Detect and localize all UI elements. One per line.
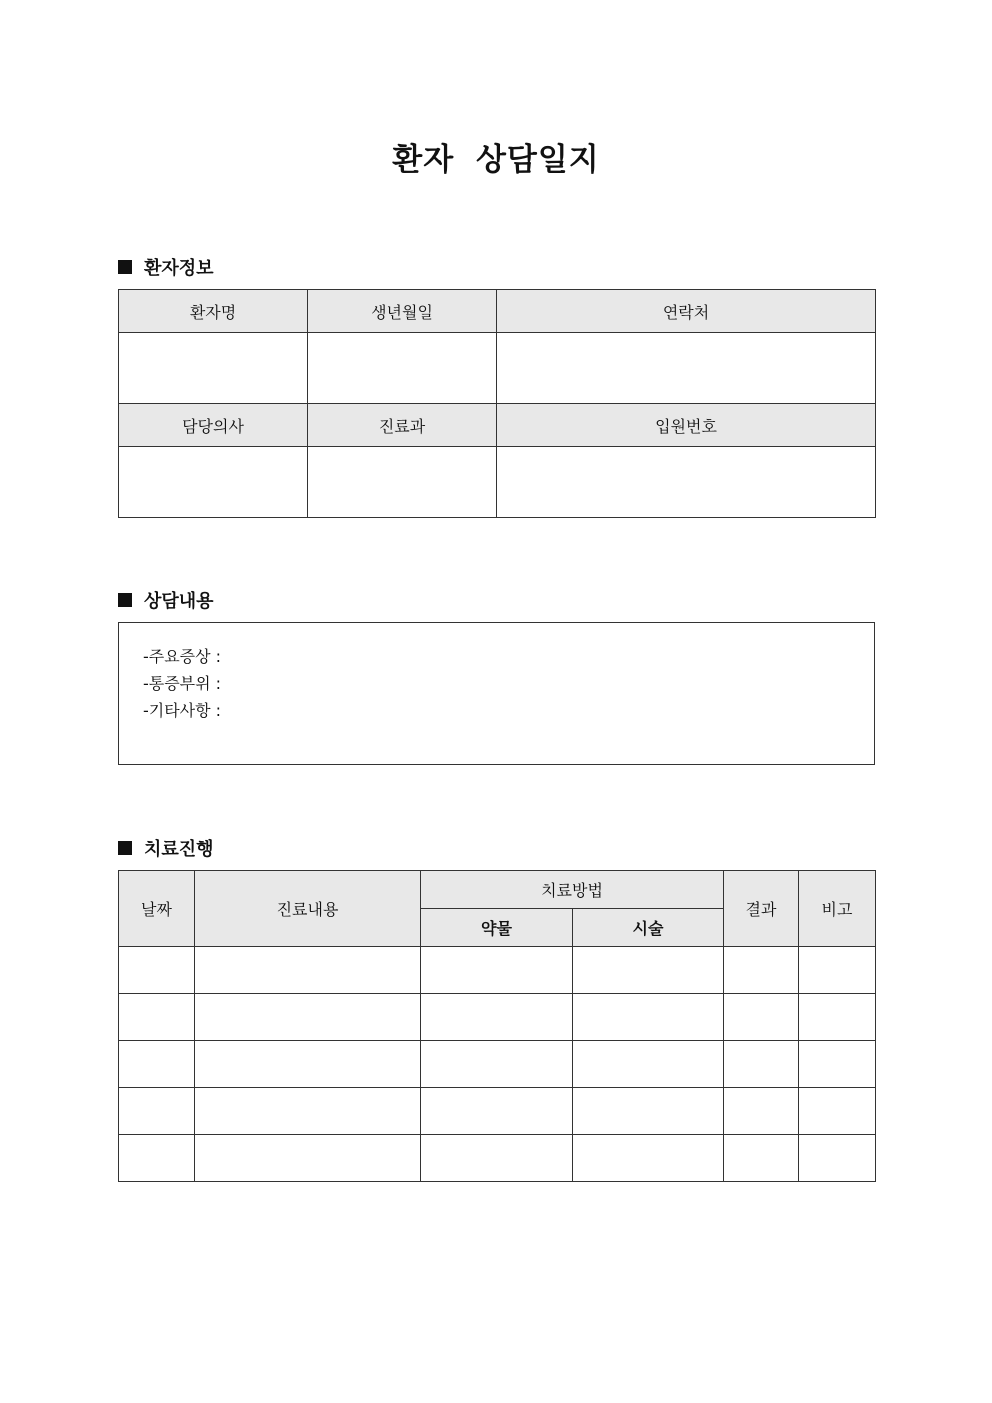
table-row	[119, 447, 876, 518]
table-row	[119, 404, 876, 447]
consultation-heading	[118, 587, 214, 613]
birth-date-field[interactable]	[308, 333, 497, 404]
content-cell[interactable]	[195, 1135, 421, 1182]
content-cell[interactable]	[195, 947, 421, 994]
consultation-box[interactable]	[118, 622, 875, 765]
notes-cell[interactable]	[799, 1041, 876, 1088]
procedure-cell[interactable]	[573, 1088, 724, 1135]
header-medication: 약물	[421, 909, 573, 947]
procedure-cell[interactable]	[573, 994, 724, 1041]
header-procedure: 시술	[573, 909, 724, 947]
table-row	[119, 1088, 876, 1135]
department-field[interactable]	[308, 447, 497, 518]
admission-number-field[interactable]	[497, 447, 876, 518]
treatment-heading-label: 치료진행	[144, 839, 214, 860]
patient-info-table	[118, 289, 876, 518]
date-cell[interactable]	[119, 1088, 195, 1135]
date-cell[interactable]	[119, 1135, 195, 1182]
square-bullet-icon	[118, 841, 132, 855]
procedure-cell[interactable]	[573, 1135, 724, 1182]
patient-info-heading	[118, 254, 214, 280]
table-header-row	[119, 871, 876, 909]
treatment-heading	[118, 835, 214, 861]
content-cell[interactable]	[195, 1041, 421, 1088]
header-birth-date: 생년월일	[308, 290, 497, 333]
square-bullet-icon	[118, 593, 132, 607]
header-contact: 연락처	[497, 290, 876, 333]
header-notes: 비고	[799, 871, 876, 947]
medication-cell[interactable]	[421, 994, 573, 1041]
table-row	[119, 290, 876, 333]
patient-name-field[interactable]	[119, 333, 308, 404]
other-notes-line: -기타사항 :	[143, 701, 222, 720]
result-cell[interactable]	[724, 947, 799, 994]
consultation-heading-label: 상담내용	[144, 591, 214, 612]
procedure-cell[interactable]	[573, 1041, 724, 1088]
table-row	[119, 1041, 876, 1088]
header-admission-number: 입원번호	[497, 404, 876, 447]
result-cell[interactable]	[724, 1135, 799, 1182]
medication-cell[interactable]	[421, 947, 573, 994]
result-cell[interactable]	[724, 994, 799, 1041]
date-cell[interactable]	[119, 947, 195, 994]
notes-cell[interactable]	[799, 947, 876, 994]
header-date: 날짜	[119, 871, 195, 947]
notes-cell[interactable]	[799, 1135, 876, 1182]
patient-info-heading-label: 환자정보	[144, 258, 214, 279]
square-bullet-icon	[118, 260, 132, 274]
header-patient-name: 환자명	[119, 290, 308, 333]
date-cell[interactable]	[119, 1041, 195, 1088]
result-cell[interactable]	[724, 1041, 799, 1088]
treatment-table	[118, 870, 876, 1182]
table-row	[119, 947, 876, 994]
medication-cell[interactable]	[421, 1135, 573, 1182]
content-cell[interactable]	[195, 994, 421, 1041]
table-row	[119, 333, 876, 404]
contact-field[interactable]	[497, 333, 876, 404]
date-cell[interactable]	[119, 994, 195, 1041]
table-row	[119, 1135, 876, 1182]
doctor-field[interactable]	[119, 447, 308, 518]
main-symptom-line: -주요증상 :	[143, 647, 222, 666]
header-treatment-content: 진료내용	[195, 871, 421, 947]
content-cell[interactable]	[195, 1088, 421, 1135]
medication-cell[interactable]	[421, 1041, 573, 1088]
table-row	[119, 994, 876, 1041]
header-treatment-method: 치료방법	[421, 871, 724, 909]
header-result: 결과	[724, 871, 799, 947]
pain-area-line: -통증부위 :	[143, 674, 222, 693]
notes-cell[interactable]	[799, 994, 876, 1041]
procedure-cell[interactable]	[573, 947, 724, 994]
page-title: 환자 상담일지	[392, 142, 600, 178]
medication-cell[interactable]	[421, 1088, 573, 1135]
notes-cell[interactable]	[799, 1088, 876, 1135]
header-department: 진료과	[308, 404, 497, 447]
header-doctor: 담당의사	[119, 404, 308, 447]
result-cell[interactable]	[724, 1088, 799, 1135]
